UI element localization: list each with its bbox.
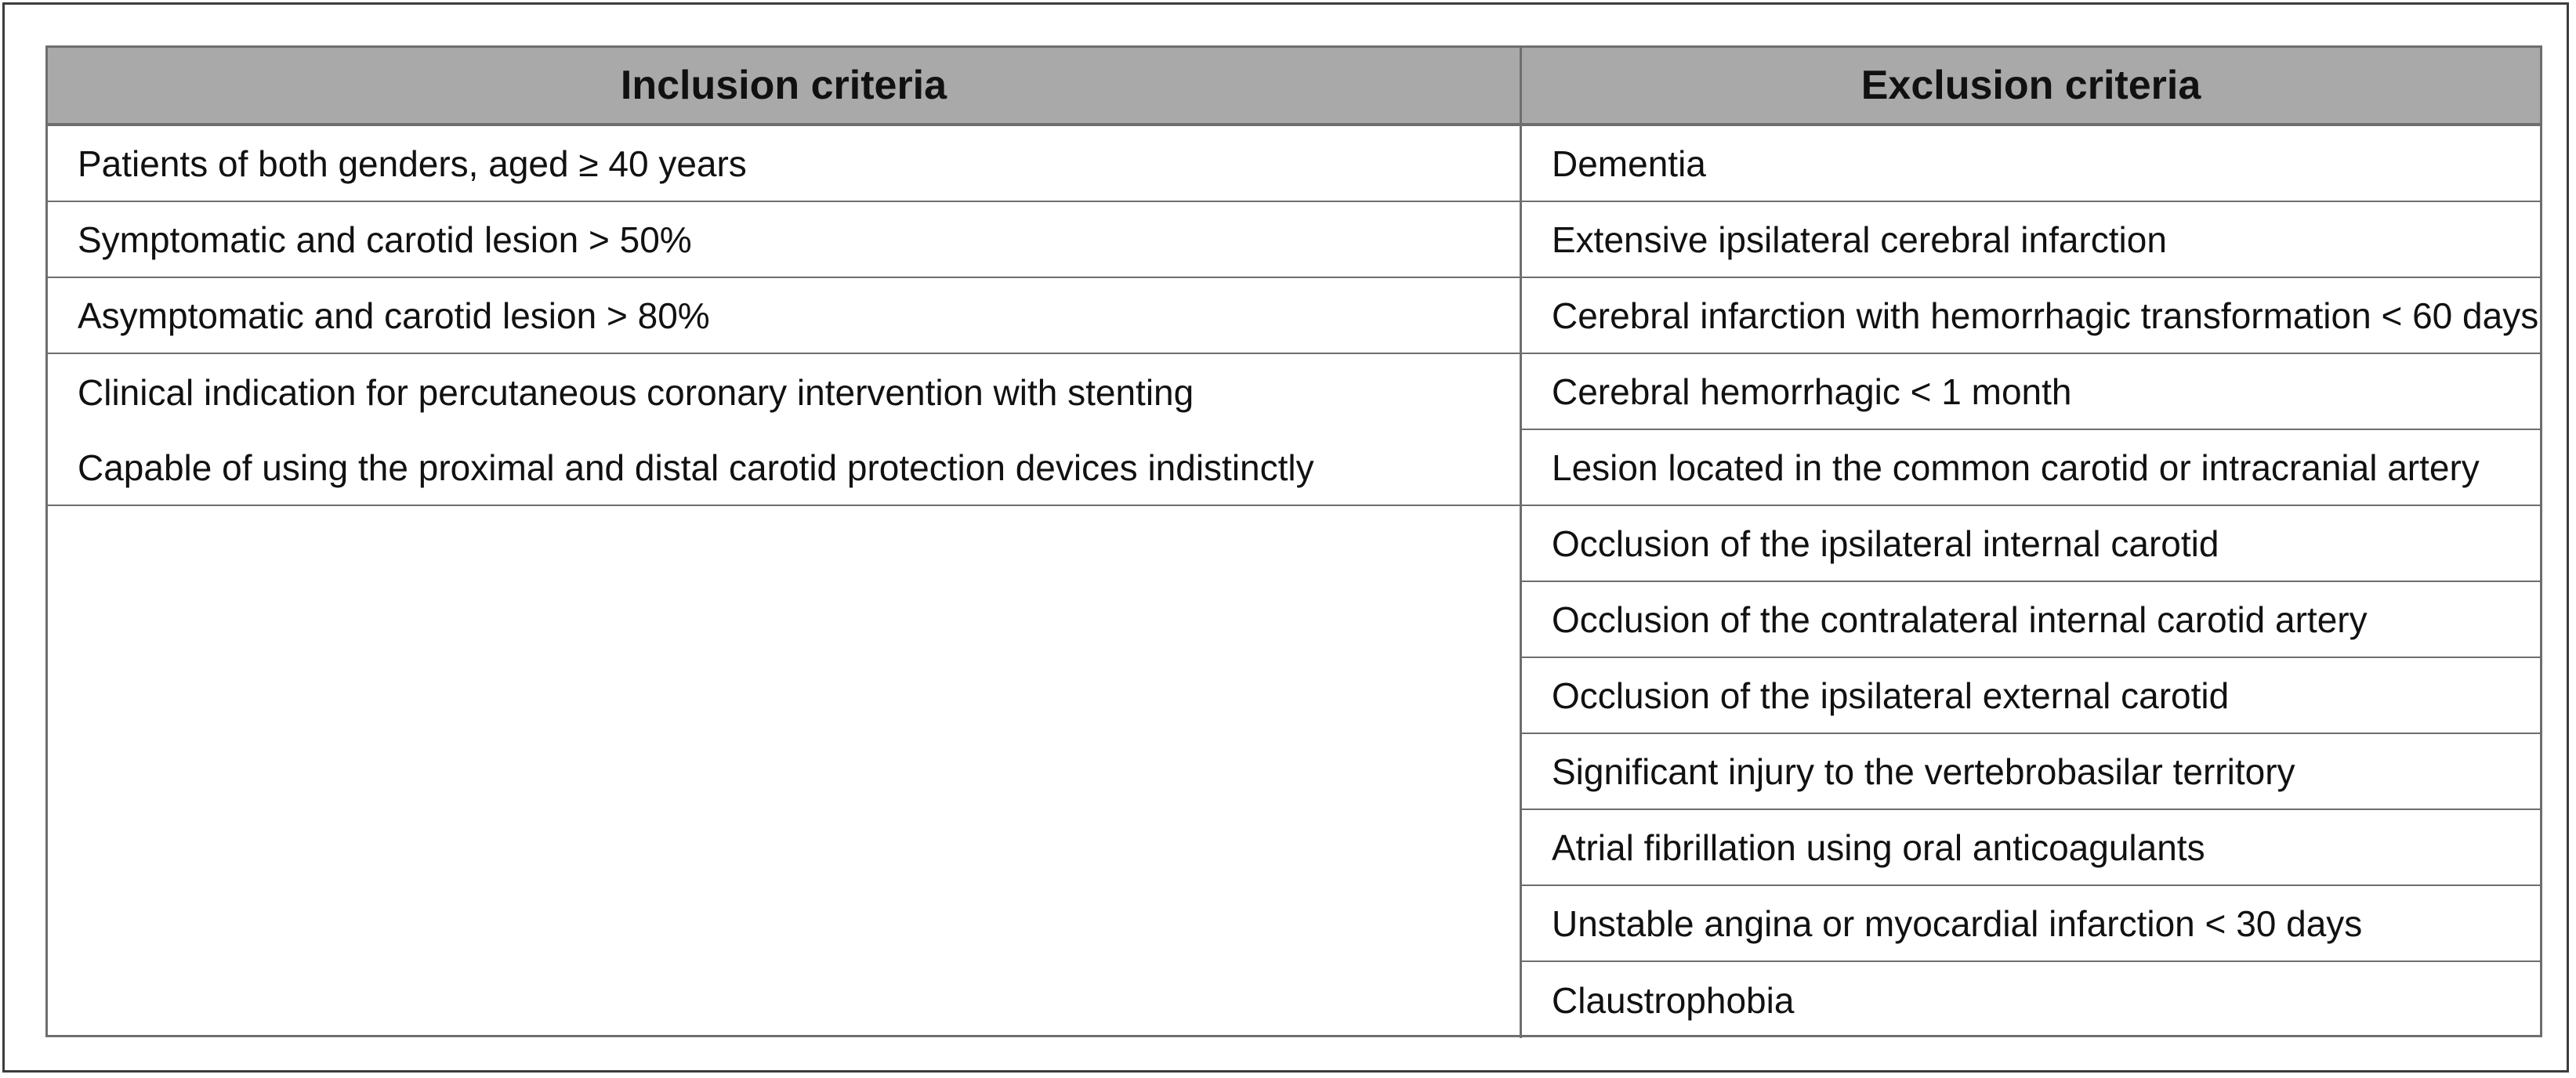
exclusion-cell: Significant injury to the vertebrobasilar territory (1522, 734, 2540, 810)
inclusion-cell: Patients of both genders, aged ≥ 40 years (48, 126, 1522, 202)
exclusion-cell: Dementia (1522, 126, 2540, 202)
exclusion-cell: Unstable angina or myocardial infarction < 30 days (1522, 886, 2540, 962)
exclusion-cell: Cerebral hemorrhagic < 1 month (1522, 354, 2540, 430)
inclusion-header: Inclusion criteria (48, 48, 1522, 126)
exclusion-header: Exclusion criteria (1522, 48, 2540, 126)
exclusion-cell: Extensive ipsilateral cerebral infarction (1522, 202, 2540, 278)
exclusion-cell: Cerebral infarction with hemorrhagic transformation < 60 days (1522, 278, 2540, 354)
inclusion-cell: Capable of using the proximal and distal carotid protection devices indistinctly (48, 430, 1522, 506)
exclusion-cell: Occlusion of the ipsilateral internal carotid (1522, 506, 2540, 582)
exclusion-cell: Occlusion of the ipsilateral external carotid (1522, 658, 2540, 734)
document-frame (2, 2, 2569, 1073)
inclusion-cell: Asymptomatic and carotid lesion > 80% (48, 278, 1522, 354)
exclusion-cell: Atrial fibrillation using oral anticoagulants (1522, 810, 2540, 886)
inclusion-empty-area (48, 506, 1522, 1038)
criteria-table (45, 45, 2542, 1037)
inclusion-cell: Clinical indication for percutaneous coronary intervention with stenting (48, 354, 1522, 430)
exclusion-cell: Lesion located in the common carotid or intracranial artery (1522, 430, 2540, 506)
exclusion-cell: Occlusion of the contralateral internal carotid artery (1522, 582, 2540, 658)
inclusion-cell: Symptomatic and carotid lesion > 50% (48, 202, 1522, 278)
exclusion-cell: Claustrophobia (1552, 979, 1795, 1021)
